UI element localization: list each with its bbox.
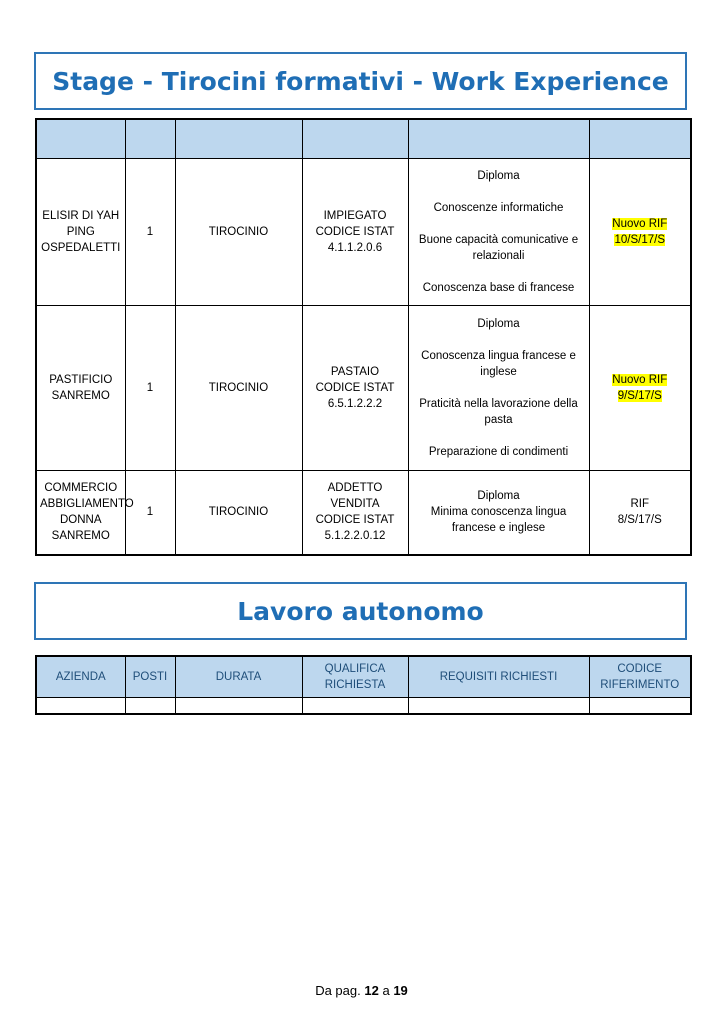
header-cell (589, 119, 691, 159)
footer-total-pages: 19 (393, 983, 408, 998)
section-title-lavoro-autonomo: Lavoro autonomo (34, 582, 687, 640)
codice-riferimento (612, 218, 667, 246)
table-header-row (36, 119, 691, 159)
header-posti: POSTI (125, 656, 175, 698)
cell-codice (589, 159, 691, 306)
table-cell (589, 698, 691, 715)
header-durata: DURATA (175, 656, 302, 698)
codice-line: 9/S/17/S (617, 390, 662, 402)
cell-posti: 1 (125, 471, 175, 555)
cell-azienda: COMMERCIO ABBIGLIAMENTO DONNA SANREMO (36, 471, 125, 555)
cell-durata: TIROCINIO (175, 159, 302, 306)
cell-requisiti (408, 306, 589, 471)
cell-qualifica-line: 5.1.2.2.0.12 (324, 530, 386, 543)
table-row (36, 471, 691, 555)
cell-codice (589, 471, 691, 555)
cell-requisiti-line: Praticità nella lavorazione della pasta (419, 398, 578, 426)
header-cell (36, 119, 125, 159)
table-cell (36, 698, 125, 715)
cell-requisiti-line: Minima conoscenza lingua francese e inglese (430, 506, 567, 535)
table-row (36, 159, 691, 306)
cell-qualifica-line: CODICE ISTAT (315, 382, 395, 394)
cell-requisiti-line: Conoscenza lingua francese e inglese (421, 350, 576, 378)
cell-qualifica-line: 6.5.1.2.2.2 (327, 398, 383, 410)
cell-azienda: PASTIFICIO SANREMO (36, 306, 125, 471)
header-codice: CODICE RIFERIMENTO (589, 656, 691, 698)
header-azienda: AZIENDA (36, 656, 125, 698)
table-cell (302, 698, 408, 715)
cell-qualifica (302, 306, 408, 471)
table-cell (175, 698, 302, 715)
cell-requisiti (408, 471, 589, 555)
cell-requisiti-line: Diploma (477, 318, 520, 330)
cell-qualifica-line: ADDETTO VENDITA (327, 482, 383, 511)
cell-requisiti-line: Conoscenze informatiche (433, 202, 564, 214)
section-title-stage: Stage - Tirocini formativi - Work Experience (34, 52, 687, 110)
cell-azienda: ELISIR DI YAH PING OSPEDALETTI (36, 159, 125, 306)
cell-requisiti-line: Diploma (477, 170, 520, 182)
codice-riferimento (612, 374, 667, 402)
footer-current-page: 12 (364, 983, 379, 998)
cell-qualifica (302, 471, 408, 555)
cell-durata: TIROCINIO (175, 471, 302, 555)
header-cell (175, 119, 302, 159)
cell-codice (589, 306, 691, 471)
cell-requisiti-line: Preparazione di condimenti (428, 446, 569, 458)
codice-line: RIF (630, 498, 650, 511)
table-header-row (36, 656, 691, 698)
cell-qualifica (302, 159, 408, 306)
lavoro-autonomo-table (35, 655, 692, 715)
table-cell (408, 698, 589, 715)
cell-posti: 1 (125, 159, 175, 306)
footer-prefix: Da pag. (315, 983, 361, 998)
header-requisiti: REQUISITI RICHIESTI (408, 656, 589, 698)
cell-posti: 1 (125, 306, 175, 471)
cell-qualifica-line: 4.1.1.2.0.6 (327, 242, 383, 254)
header-qualifica: QUALIFICA RICHIESTA (302, 656, 408, 698)
cell-qualifica-line: CODICE ISTAT (315, 514, 395, 527)
header-cell (302, 119, 408, 159)
cell-requisiti-line: Buone capacità comunicative e relazionali (418, 234, 579, 262)
codice-line: Nuovo RIF (612, 218, 668, 230)
cell-qualifica-line: CODICE ISTAT (315, 226, 395, 238)
codice-line: Nuovo RIF (612, 374, 668, 386)
cell-requisiti-line: Diploma (477, 490, 520, 503)
header-cell (125, 119, 175, 159)
cell-qualifica-line: IMPIEGATO (323, 210, 387, 222)
cell-requisiti-line: Conoscenza base di francese (422, 282, 575, 294)
codice-line: 10/S/17/S (614, 234, 665, 246)
codice-riferimento (618, 498, 662, 526)
codice-line: 8/S/17/S (617, 514, 662, 527)
cell-qualifica-line: PASTAIO (330, 366, 380, 378)
table-cell (125, 698, 175, 715)
table-row (36, 306, 691, 471)
footer-sep: a (382, 983, 390, 998)
table-row (36, 698, 691, 715)
cell-requisiti (408, 159, 589, 306)
cell-durata: TIROCINIO (175, 306, 302, 471)
stage-table (35, 118, 692, 556)
header-cell (408, 119, 589, 159)
page-footer (0, 983, 723, 998)
